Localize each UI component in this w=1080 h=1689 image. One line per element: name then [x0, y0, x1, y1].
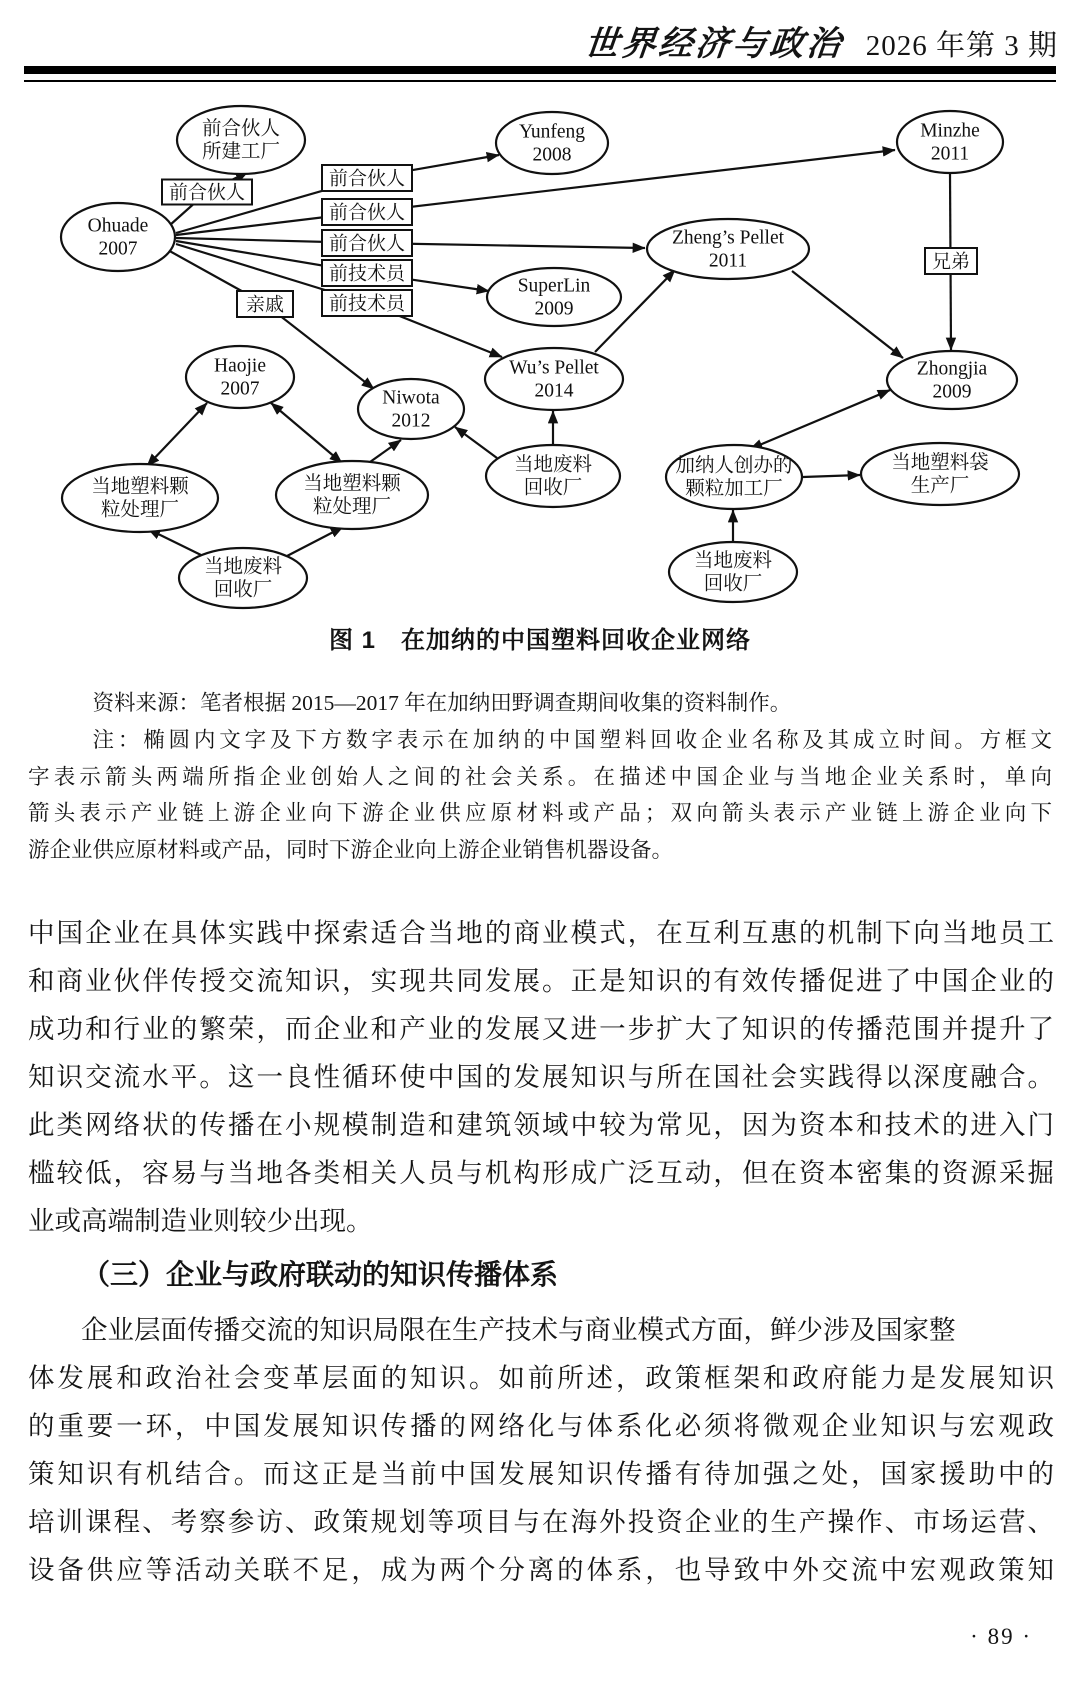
edge-ghanaian-plant-bag-plant: [803, 475, 860, 477]
node-label: 所建工厂: [201, 141, 281, 163]
relation-label: 兄弟: [931, 251, 971, 273]
text-line: 字表示箭头两端所指企业创始人之间的社会关系。在描述中国企业与当地企业关系时，单向: [28, 764, 1052, 789]
node-label: 2007: [98, 238, 138, 260]
node-ghanaian-pellet-plant: [666, 445, 802, 509]
node-wus-pellet: [485, 348, 623, 410]
node-minzhe: [897, 111, 1003, 173]
node-superlin: [487, 268, 621, 326]
node-label: 当地废料: [513, 454, 593, 476]
text-line: 成功和行业的繁荣，而企业和产业的发展又进一步扩大了知识的传播范围并提升了: [28, 1014, 1054, 1044]
node-label: Yunfeng: [518, 121, 586, 143]
edge-recycler1-plant1: [148, 529, 201, 555]
node-label: 2009: [534, 298, 574, 320]
node-label: Wu’s Pellet: [509, 357, 599, 379]
text-line: 和商业伙伴传授交流知识，实现共同发展。正是知识的有效传播促进了中国企业的: [28, 966, 1054, 996]
paragraph-2: [28, 1306, 1054, 1594]
text-line: 策知识有机结合。而这正是当前中国发展知识传播有待加强之处，国家援助中的: [28, 1459, 1054, 1489]
node-local-pellet-plant-2: [276, 461, 428, 529]
node-label: Zheng’s Pellet: [671, 227, 785, 249]
relation-label: 前合伙人: [328, 202, 406, 224]
node-label: 颗粒加工厂: [685, 478, 783, 500]
text-line: 设备供应等活动关联不足，成为两个分离的体系，也导致中外交流中宏观政策知: [28, 1555, 1054, 1585]
node-label: 粒处理厂: [312, 496, 392, 518]
page-number: · 89 ·: [970, 1624, 1032, 1649]
node-label: 当地塑料颗: [91, 476, 189, 498]
node-label: 回收厂: [703, 573, 763, 595]
header-rule-thick: [24, 66, 1056, 74]
node-label: 生产厂: [910, 475, 970, 497]
text-line: 槛较低，容易与当地各类相关人员与机构形成广泛互动，但在资本密集的资源采掘: [28, 1158, 1054, 1188]
node-label: Niwota: [382, 387, 440, 409]
text-line: 注：椭圆内文字及下方数字表示在加纳的中国塑料回收企业名称及其成立时间。方框文: [92, 728, 1052, 752]
section-heading: （三）企业与政府联动的知识传播体系: [82, 1259, 559, 1290]
relation-former-partner-0: [162, 180, 252, 205]
issue-label: 2026 年第 3 期: [865, 30, 1058, 62]
node-label: Haojie: [214, 355, 266, 377]
text-line: 中国企业在具体实践中探索适合当地的商业模式，在互利互惠的机制下向当地员工: [28, 918, 1054, 948]
text-line: 箭头表示产业链上游企业向下游企业供应原材料或产品；双向箭头表示产业链上游企业向下: [28, 801, 1052, 825]
text-line: 的重要一环，中国发展知识传播的网络化与体系化必须将微观企业知识与宏观政: [28, 1411, 1054, 1441]
node-label: 2011: [930, 143, 970, 165]
node-label: 加纳人创办的: [675, 455, 793, 477]
node-label: Ohuade: [87, 215, 149, 237]
node-haojie: [186, 346, 294, 408]
relation-former-partner-3: [322, 230, 412, 256]
node-local-waste-recycler-1: [179, 548, 307, 608]
header-rule-thin: [24, 80, 1056, 82]
node-zhengs-pellet: [647, 219, 809, 279]
node-label: 2008: [532, 144, 572, 166]
text-line: 业或高端制造业则较少出现。: [28, 1206, 373, 1236]
paragraph-1: [28, 909, 1054, 1245]
node-label: 回收厂: [213, 579, 273, 601]
relation-label: 前技术员: [328, 263, 406, 285]
node-label: 前合伙人: [201, 118, 281, 140]
node-local-waste-recycler-2: [486, 445, 620, 507]
text-line: 企业层面传播交流的知识局限在生产技术与商业模式方面，鲜少涉及国家整: [81, 1315, 956, 1345]
relation-label: 前技术员: [328, 293, 406, 315]
text-line: 此类网络状的传播在小规模制造和建筑领域中较为常见，因为资本和技术的进入门: [28, 1110, 1054, 1140]
relation-label: 前合伙人: [168, 182, 246, 204]
edge-zhengs-pellet-zhongjia: [792, 271, 903, 358]
node-label: 当地塑料袋: [891, 452, 989, 474]
node-label: 回收厂: [523, 477, 583, 499]
relation-former-technician-2: [322, 290, 412, 316]
figure-network-diagram: [0, 95, 1080, 610]
relation-former-technician-1: [322, 260, 412, 286]
relation-relative: [237, 291, 293, 317]
node-label: 粒处理厂: [100, 499, 180, 521]
node-label: 2007: [220, 378, 260, 400]
edge-haojie-plant1: [147, 403, 207, 466]
relation-label: 前合伙人: [328, 168, 406, 190]
figure-caption: 图 1 在加纳的中国塑料回收企业网络: [328, 627, 751, 654]
node-niwota: [358, 379, 464, 439]
node-label: Zhongjia: [916, 358, 988, 380]
node-local-waste-recycler-3: [669, 542, 797, 602]
node-local-pellet-plant-1: [62, 464, 218, 532]
text-line: 培训课程、考察参访、政策规划等项目与在海外投资企业的生产操作、市场运营、: [28, 1507, 1054, 1537]
node-label: 2014: [534, 380, 574, 402]
figure-network-svg: [0, 95, 1080, 610]
edge-ghanaian-plant-zhongjia: [750, 390, 890, 449]
relation-label: 前合伙人: [328, 233, 406, 255]
relation-former-partner-2: [322, 199, 412, 225]
edge-haojie-plant2: [271, 403, 342, 463]
node-label: 当地废料: [693, 550, 773, 572]
node-label: 2012: [391, 410, 431, 432]
node-yunfeng: [496, 112, 608, 174]
relation-brothers: [925, 248, 977, 274]
edge-recycler1-plant2: [287, 527, 343, 556]
text-line: 游企业供应原材料或产品，同时下游企业向上游企业销售机器设备。: [28, 837, 674, 862]
node-ohuade: [61, 203, 175, 271]
node-local-bag-plant: [861, 443, 1019, 505]
node-label: Minzhe: [920, 120, 980, 142]
figure-source: 资料来源：笔者根据 2015—2017 年在加纳田野调查期间收集的资料制作。: [92, 691, 792, 715]
figure-note: [28, 722, 1052, 868]
relation-label: 亲戚: [245, 294, 285, 316]
node-label: 2011: [708, 250, 748, 272]
edge-recycler2-niwota: [455, 427, 497, 458]
page-header: [582, 16, 1058, 65]
journal-title: 世界经济与政治: [582, 26, 846, 63]
text-line: 知识交流水平。这一良性循环使中国的发展知识与所在国社会实践得以深度融合。: [28, 1062, 1054, 1092]
node-label: 当地塑料颗: [303, 473, 401, 495]
node-label: 当地废料: [203, 556, 283, 578]
node-former-partner-factory: [177, 106, 305, 174]
node-label: 2009: [932, 381, 972, 403]
node-label: SuperLin: [517, 275, 591, 297]
text-line: 体发展和政治社会变革层面的知识。如前所述，政策框架和政府能力是发展知识: [28, 1363, 1054, 1393]
relation-former-partner-1: [322, 165, 412, 191]
node-zhongjia: [887, 351, 1017, 409]
edge-plant2-niwota: [370, 440, 401, 462]
